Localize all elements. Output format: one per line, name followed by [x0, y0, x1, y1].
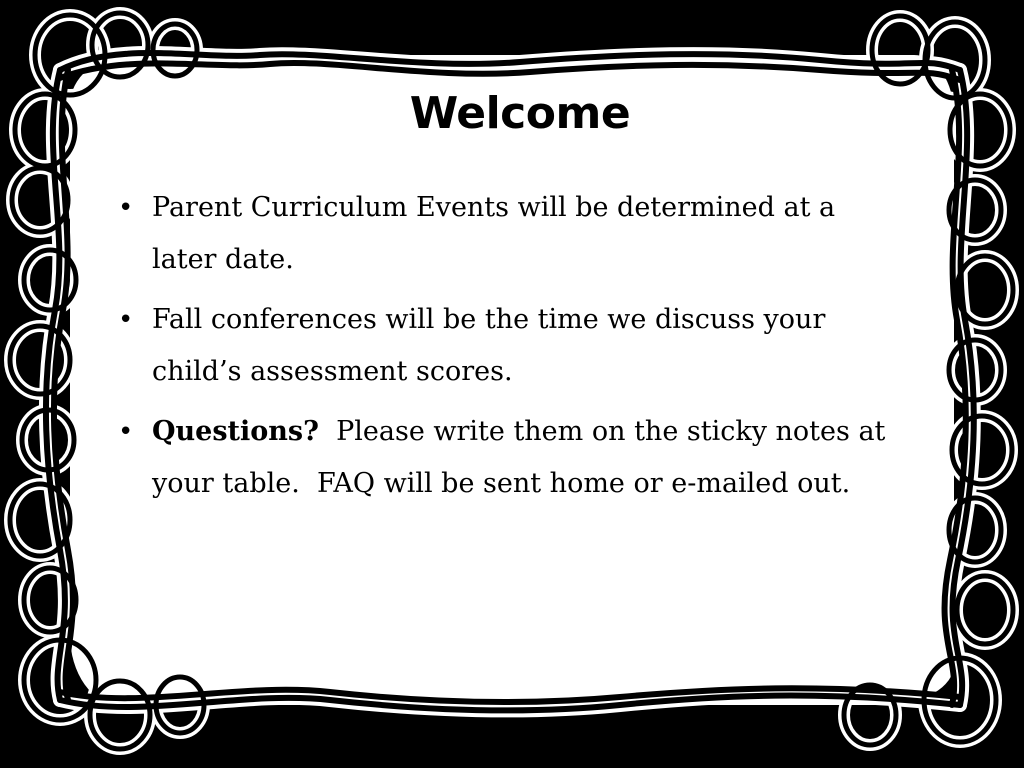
bullet-item [112, 406, 892, 510]
slide-title: Welcome [409, 88, 631, 139]
bullet-dot-icon: • [118, 305, 134, 335]
bullet-text: Parent Curriculum Events will be determined at a later date. [152, 192, 836, 275]
bullet-text: Fall conferences will be the time we discuss your child’s assessment scores. [152, 304, 826, 387]
bullet-item [112, 182, 892, 286]
bullet-item [112, 294, 892, 398]
bullet-dot-icon: • [118, 193, 134, 223]
bullet-dot-icon: • [118, 417, 134, 447]
bullet-list [112, 182, 892, 518]
bullet-lead: Questions? [152, 416, 319, 447]
bullet-text: Please write them on the sticky notes at your table. FAQ will be sent home or e-mailed out. [152, 416, 894, 499]
